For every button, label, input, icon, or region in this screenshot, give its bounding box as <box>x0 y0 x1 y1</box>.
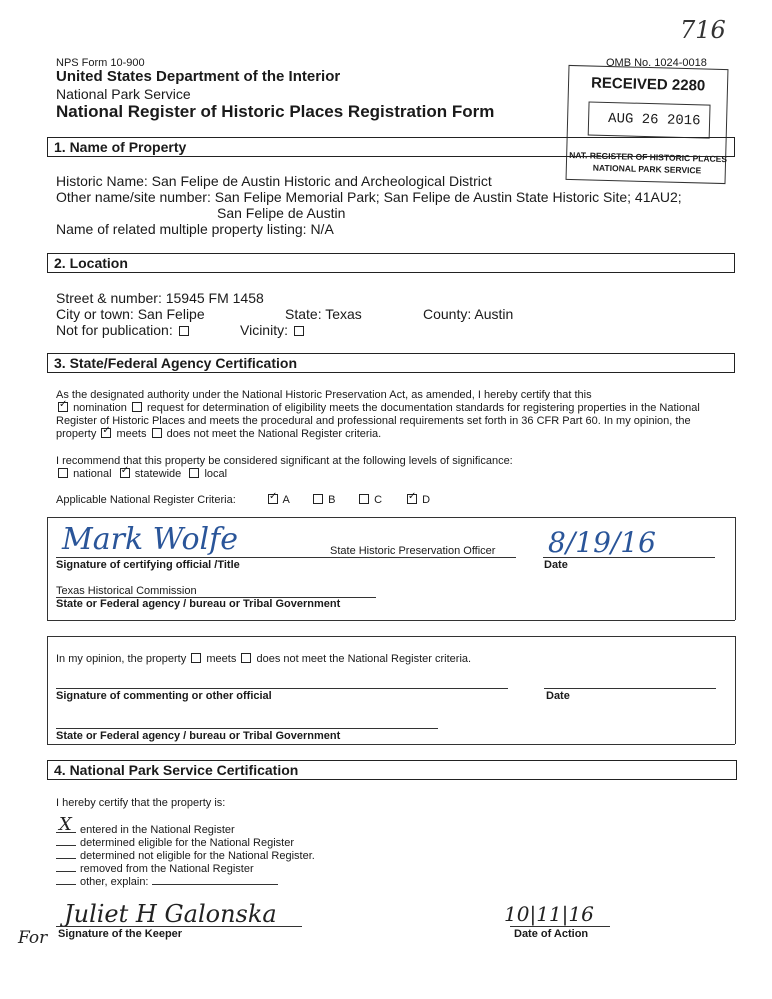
section-1-header <box>47 137 735 157</box>
form-number: NPS Form 10-900 <box>56 57 145 69</box>
certifying-date-label: Date <box>544 559 568 571</box>
agency-value: Texas Historical Commission <box>56 585 197 597</box>
vicinity-label: Vicinity: <box>240 322 288 338</box>
action-date-line <box>510 926 610 927</box>
certification-line2 <box>56 402 700 415</box>
option-other-blank[interactable] <box>56 875 76 885</box>
not-for-publication <box>56 322 191 338</box>
section-2-header <box>47 253 735 273</box>
stamp-date: AUG 26 2016 <box>607 110 701 130</box>
opinion-box-right <box>735 636 736 744</box>
section-3-title: 3. State/Federal Agency Certification <box>54 355 297 371</box>
nomination-checkbox[interactable] <box>58 402 68 412</box>
certification-line3: Register of Historic Places and meets the procedural and professional requirements set forth in 36 CFR Part 60. In my opinion, the <box>56 415 691 427</box>
cert-box-top <box>47 517 735 518</box>
option-not-eligible-blank[interactable] <box>56 849 76 859</box>
criteria-c <box>357 494 382 507</box>
other-name-cont: San Felipe de Austin <box>217 205 346 221</box>
certifying-signature-label: Signature of certifying official /Title <box>56 559 240 571</box>
cert-box-bottom <box>47 620 735 621</box>
certification-line1: As the designated authority under the National Historic Preservation Act, as amended, I hereby certify that this <box>56 389 592 401</box>
commenting-date-line <box>544 688 716 689</box>
section-4-header <box>47 760 737 780</box>
option-removed-blank[interactable] <box>56 862 76 872</box>
received-stamp <box>567 67 727 182</box>
option-eligible-blank[interactable] <box>56 836 76 846</box>
historic-name: Historic Name: San Felipe de Austin Historic and Archeological District <box>56 173 492 189</box>
criteria-a-checkbox[interactable] <box>268 494 278 504</box>
keeper-signature-label: Signature of the Keeper <box>58 928 183 940</box>
option-entered <box>56 823 235 837</box>
certifying-signature: Mark Wolfe <box>62 522 238 557</box>
criteria-b-label: B <box>328 494 336 506</box>
criteria-c-checkbox[interactable] <box>359 494 369 504</box>
criteria-d <box>405 494 430 507</box>
vicinity-checkbox[interactable] <box>294 326 304 336</box>
service-name: National Park Service <box>56 86 191 102</box>
criteria-label: Applicable National Register Criteria: <box>56 494 236 506</box>
request-checkbox[interactable] <box>132 402 142 412</box>
request-label: request for determination of eligibility meets the documentation standards for registering properties in the National <box>147 402 700 414</box>
criteria-b <box>311 494 335 507</box>
not-meet-checkbox[interactable] <box>152 428 162 438</box>
county: County: Austin <box>423 306 514 322</box>
option-eligible <box>56 836 294 850</box>
opinion-meets-checkbox[interactable] <box>191 653 201 663</box>
meets-checkbox[interactable] <box>101 428 111 438</box>
recommend-text: I recommend that this property be considered significant at the following levels of significance: <box>56 455 513 467</box>
omb-number: OMB No. 1024-0018 <box>606 57 707 69</box>
meets-label: meets <box>116 428 147 440</box>
city-town: City or town: San Felipe <box>56 306 205 322</box>
opinion-box-bottom <box>47 744 735 745</box>
related-listing: Name of related multiple property listing: N/A <box>56 221 334 237</box>
opinion-not-checkbox[interactable] <box>241 653 251 663</box>
commenting-signature-label: Signature of commenting or other official <box>56 690 272 702</box>
keeper-signature: Juliet H Galonska <box>64 900 277 928</box>
agency-label: State or Federal agency / bureau or Tribal Government <box>56 598 341 610</box>
criteria-d-label: D <box>422 494 431 506</box>
opinion-meets-label: meets <box>206 653 237 665</box>
option-eligible-label: determined eligible for the National Register <box>80 837 295 849</box>
commenting-signature-line <box>56 688 508 689</box>
not-for-publication-label: Not for publication: <box>56 322 173 338</box>
stamp-received: RECEIVED 2280 <box>590 74 706 95</box>
stamp-line2: NATIONAL PARK SERVICE <box>592 162 702 176</box>
street-number: Street & number: 15945 FM 1458 <box>56 290 264 306</box>
opinion-agency-line <box>56 728 438 729</box>
vicinity <box>240 322 306 338</box>
option-other <box>56 875 278 889</box>
section-1-title: 1. Name of Property <box>54 139 187 155</box>
state: State: Texas <box>285 306 362 322</box>
local-checkbox[interactable] <box>189 468 199 478</box>
commenting-date-label: Date <box>546 690 570 702</box>
criteria-a <box>266 494 290 507</box>
local-label: local <box>204 468 228 480</box>
option-not-eligible <box>56 849 315 863</box>
cert-box-left <box>47 517 48 620</box>
action-date-label: Date of Action <box>514 928 589 940</box>
certifying-title-value: State Historic Preservation Officer <box>330 545 496 557</box>
keeper-signature-line <box>56 926 302 927</box>
national-checkbox[interactable] <box>58 468 68 478</box>
department-title: United States Department of the Interior <box>56 68 341 85</box>
certifying-signature-line <box>56 557 516 558</box>
certification-line4 <box>56 428 381 441</box>
criteria-d-checkbox[interactable] <box>407 494 417 504</box>
cert-box-right <box>735 517 736 620</box>
opinion-agency-label: State or Federal agency / bureau or Tribal Government <box>56 730 341 742</box>
opinion-not-label: does not meet the National Register criteria. <box>256 653 472 665</box>
not-for-publication-checkbox[interactable] <box>179 326 189 336</box>
significance-levels <box>56 468 227 481</box>
not-meet-label: does not meet the National Register criteria. <box>166 428 382 440</box>
section-4-title: 4. National Park Service Certification <box>54 762 299 778</box>
opinion-box-left <box>47 636 48 744</box>
action-date-value: 10|11|16 <box>504 902 594 926</box>
keeper-certify: I hereby certify that the property is: <box>56 797 226 809</box>
other-explain-line[interactable] <box>152 875 278 885</box>
criteria-b-checkbox[interactable] <box>313 494 323 504</box>
option-entered-blank[interactable] <box>56 823 76 833</box>
statewide-checkbox[interactable] <box>120 468 130 478</box>
section-2-title: 2. Location <box>54 255 128 271</box>
nomination-label: nomination <box>73 402 127 414</box>
opinion-box-top <box>47 636 735 637</box>
certifying-date-line <box>543 557 715 558</box>
stamp-line1: NAT. REGISTER OF HISTORIC PLACES <box>569 149 728 165</box>
handwritten-number: 716 <box>680 16 726 44</box>
criteria-a-label: A <box>282 494 290 506</box>
for-note: For <box>18 928 48 948</box>
property-label: property <box>56 428 97 440</box>
option-removed-label: removed from the National Register <box>80 863 254 875</box>
certifying-date-value: 8/19/16 <box>548 526 656 559</box>
opinion-text <box>56 653 471 666</box>
option-entered-label: entered in the National Register <box>80 824 235 836</box>
option-removed <box>56 862 254 876</box>
statewide-label: statewide <box>134 468 182 480</box>
entered-mark: X <box>59 814 72 835</box>
national-label: national <box>73 468 112 480</box>
option-other-label: other, explain: <box>80 876 149 888</box>
opinion-pre: In my opinion, the property <box>56 653 187 665</box>
form-title: National Register of Historic Places Registration Form <box>56 102 495 121</box>
other-name: Other name/site number: San Felipe Memorial Park; San Felipe de Austin State Historic Site; 41AU2; <box>56 189 682 205</box>
option-not-eligible-label: determined not eligible for the National Register. <box>80 850 315 862</box>
section-3-header <box>47 353 735 373</box>
criteria-c-label: C <box>374 494 383 506</box>
